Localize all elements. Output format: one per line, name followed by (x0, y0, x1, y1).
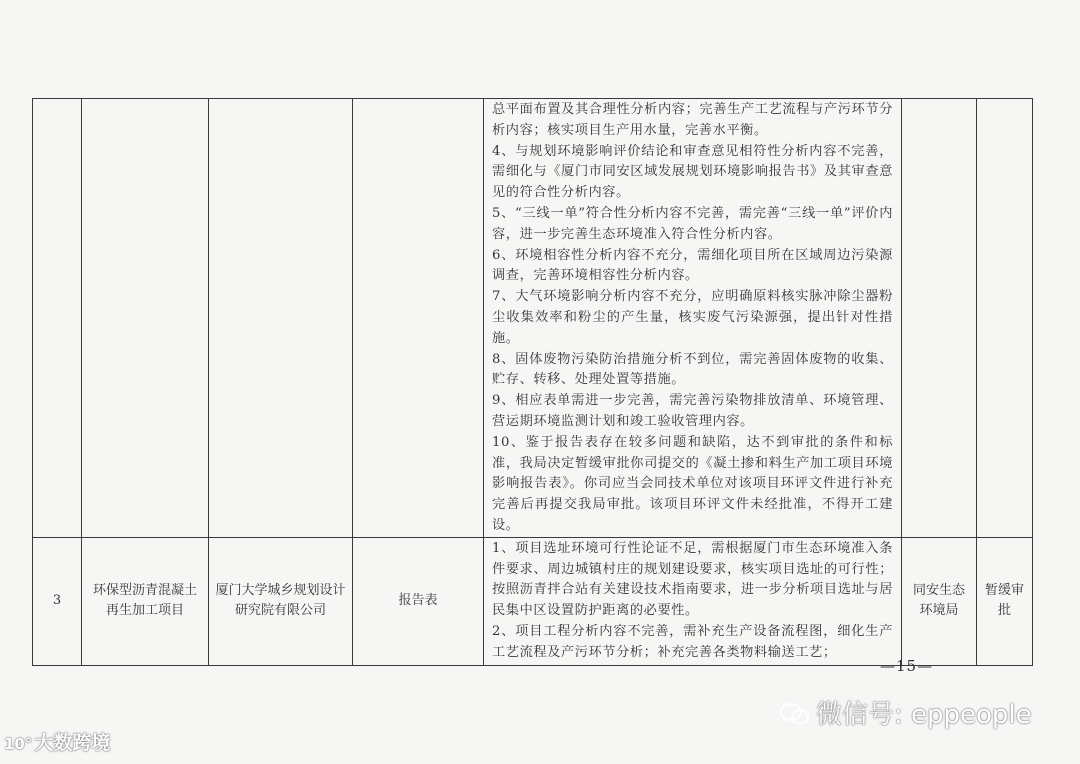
review-opinions-cell (484, 537, 902, 665)
doc-type-cell: 报告表 (353, 537, 484, 665)
result-cell (977, 99, 1033, 538)
row-number-cell: 3 (33, 537, 82, 665)
wechat-icon (780, 703, 810, 725)
result-cell: 暂缓审批 (977, 537, 1033, 665)
opinion-paragraph: 1、项目选址环境可行性论证不足，需根据厦门市生态环境准入条件要求、周边城镇村庄的规划建设要求，核实项目选址的可行性；按照沥青拌合站有关建设技术指南要求，进一步分析项目选址与居民集中区设置防护距离的必要性。 (492, 540, 893, 619)
brand-logo: 10° (4, 735, 33, 753)
opinion-paragraph: 7、大气环境影响分析内容不充分，应明确原料核实脉冲除尘器粉尘收集效率和粉尘的产生量，核实废气污染源强，提出针对性措施。 (492, 289, 893, 346)
wechat-watermark (780, 694, 1032, 731)
row-number-cell (33, 99, 82, 538)
opinion-paragraph: 2、项目工程分析内容不完善，需补充生产设备流程图，细化生产工艺流程及产污环节分析；补充完善各类物料输送工艺； (492, 623, 893, 660)
brand-watermark (4, 728, 110, 755)
approval-table (32, 98, 1033, 666)
opinion-paragraph: 8、固体废物污染防治措施分析不到位，需完善固体废物的收集、贮存、转移、处理处置等措施。 (492, 351, 893, 388)
wechat-watermark-text: 微信号: eppeople (816, 700, 1032, 730)
eia-unit-cell: 厦门大学城乡规划设计研究院有限公司 (209, 537, 353, 665)
opinion-paragraph: 9、相应表单需进一步完善，需完善污染物排放清单、环境管理、营运期环境监测计划和竣工验收管理内容。 (492, 393, 893, 429)
review-opinions-cell (484, 99, 902, 538)
eia-unit-cell (209, 99, 353, 538)
opinion-paragraph: 5、“三线一单”符合性分析内容不完善，需完善“三线一单”评价内容，进一步完善生态环境准入符合性分析内容。 (492, 205, 893, 242)
brand-watermark-text: 大数跨境 (34, 732, 111, 754)
opinion-paragraph: 总平面布置及其合理性分析内容；完善生产工艺流程与产污环节分析内容；核实项目生产用水量，完善水平衡。 (492, 102, 893, 138)
doc-type-cell (353, 99, 484, 538)
project-name-cell (82, 99, 209, 538)
opinion-paragraph: 4、与规划环境影响评价结论和审查意见相符性分析内容不完善，需细化与《厦门市同安区域发展规划环境影响报告书》及其审查意见的符合性分析内容。 (492, 143, 893, 201)
authority-cell: 同安生态环境局 (902, 537, 977, 665)
opinion-paragraph: 6、环境相容性分析内容不充分，需细化项目所在区域周边污染源调查，完善环境相容性分析内容。 (492, 247, 893, 284)
project-name-cell: 环保型沥青混凝土再生加工项目 (82, 537, 209, 665)
table-row (33, 537, 1033, 665)
page-number: —15— (880, 657, 934, 675)
opinion-paragraph: 10、鉴于报告表存在较多问题和缺陷，达不到审批的条件和标准，我局决定暂缓审批你司提交的《凝土掺和料生产加工项目环境影响报告表》。你司应当会同技术单位对该项目环评文件进行补充完善后再提交我局审批。该项目环评文件未经批准，不得开工建设。 (492, 434, 893, 533)
table-row (33, 99, 1033, 538)
authority-cell (902, 99, 977, 538)
